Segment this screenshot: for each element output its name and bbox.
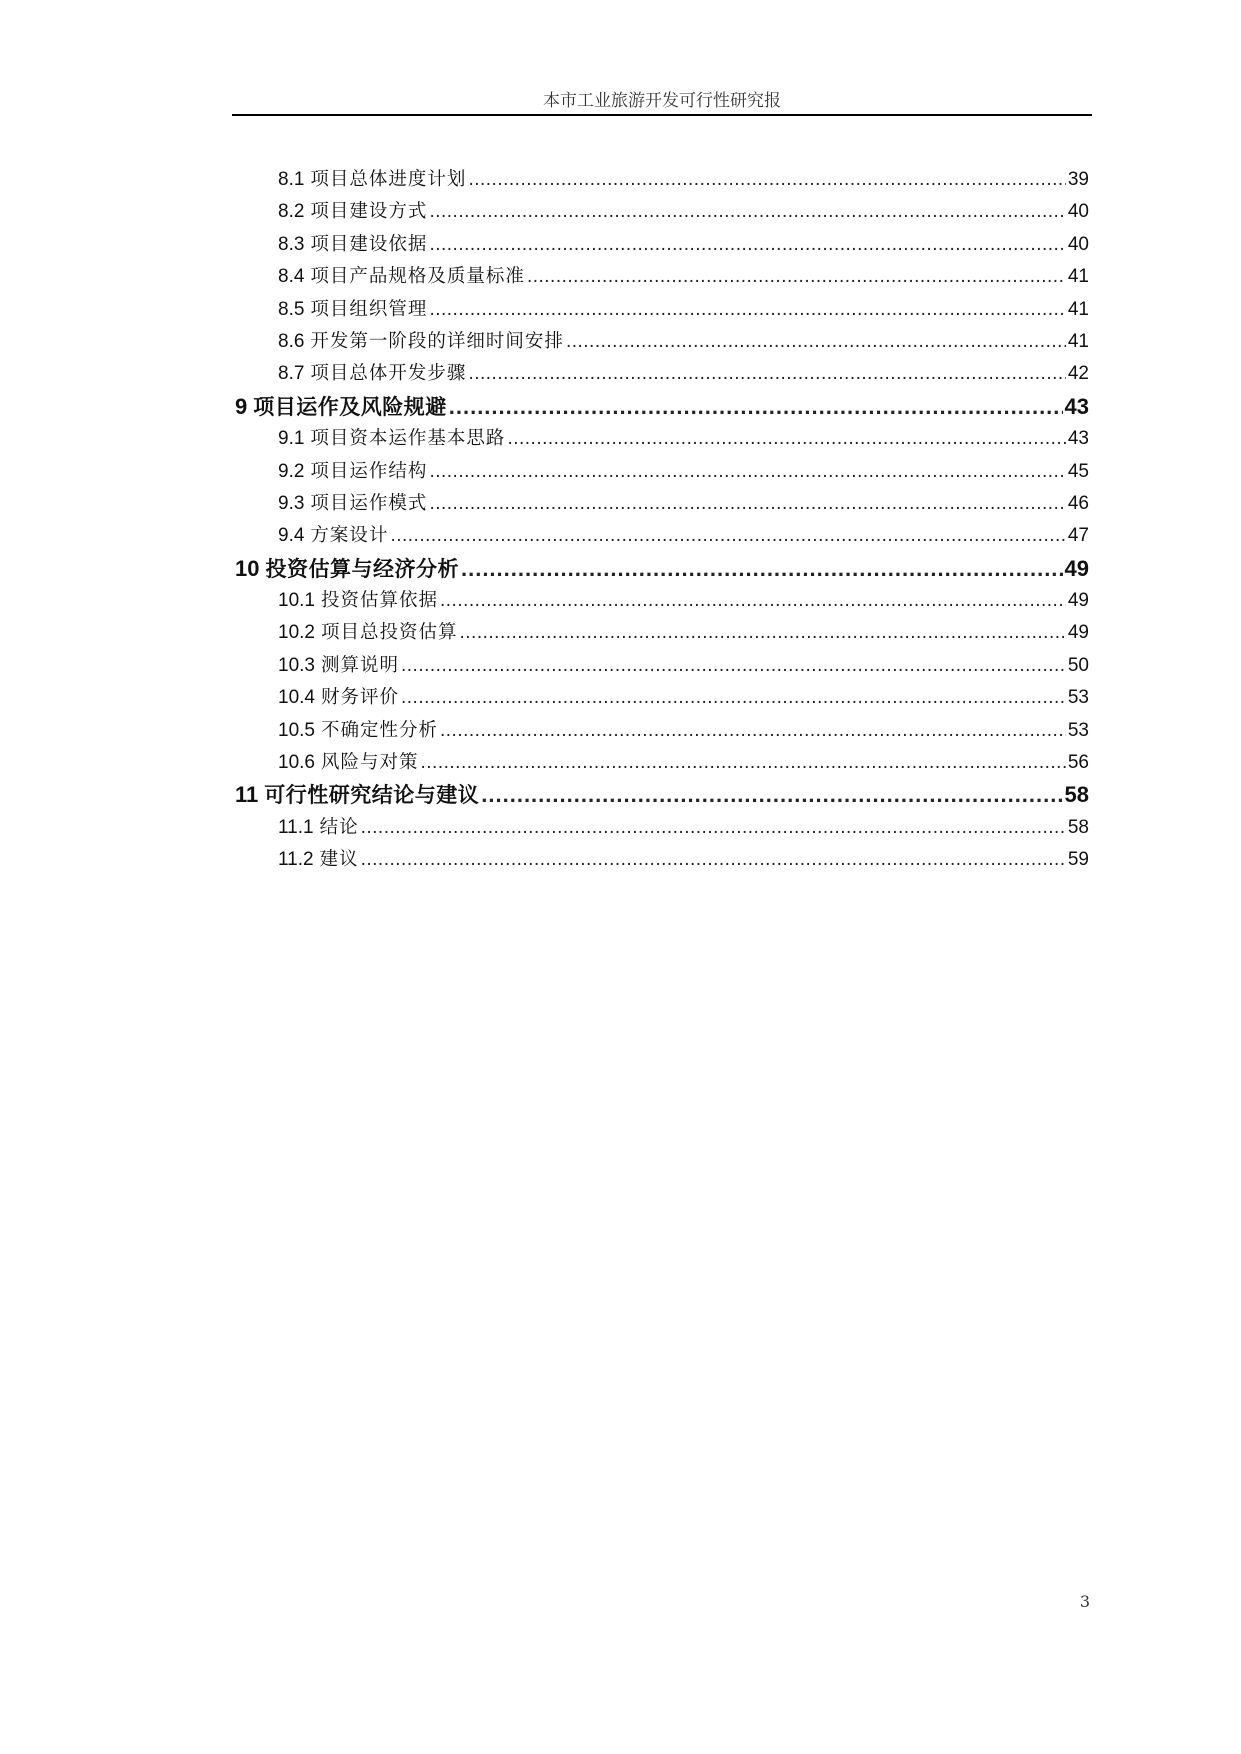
toc-dot-leader [421,747,1066,779]
toc-entry-number: 8.1 [278,169,305,190]
toc-entry-number: 8.3 [278,233,305,255]
toc-chapter-entry[interactable] [232,553,1089,585]
toc-dot-leader [401,682,1066,714]
toc-entry-number: 11.2 [278,849,314,871]
toc-entry-number: 9.1 [278,428,305,450]
toc-section-entry[interactable] [232,682,1089,714]
toc-section-entry[interactable] [232,229,1089,261]
toc-entry-label: 建议 [319,849,359,871]
toc-entry-title [278,294,427,326]
toc-entry-title [278,358,466,390]
toc-dot-leader [566,326,1066,358]
toc-entry-label: 项目运作结构 [310,460,428,482]
toc-entry-number: 9.4 [278,525,305,547]
toc-entry-page: 59 [1067,849,1089,871]
table-of-contents [232,164,1089,877]
toc-section-entry[interactable] [232,261,1089,293]
toc-dot-leader [429,456,1065,488]
toc-entry-title [278,326,564,358]
toc-dot-leader [361,812,1066,844]
toc-entry-page: 58 [1067,816,1089,838]
toc-section-entry[interactable] [232,585,1089,617]
toc-section-entry[interactable] [232,617,1089,649]
toc-entry-number: 8.4 [278,266,305,288]
toc-section-entry[interactable] [232,164,1089,196]
toc-dot-leader [361,844,1066,876]
toc-section-entry[interactable] [232,294,1089,326]
toc-entry-number: 8.5 [278,298,305,320]
toc-entry-title [278,164,466,196]
toc-dot-leader [481,779,1062,811]
toc-section-entry[interactable] [232,715,1089,747]
toc-entry-label: 方案设计 [310,525,389,547]
toc-entry-page: 40 [1067,201,1089,223]
toc-entry-page: 49 [1064,555,1089,581]
toc-entry-label: 不确定性分析 [320,719,438,741]
toc-entry-title [278,520,388,552]
toc-dot-leader [468,164,1065,196]
toc-entry-page: 41 [1067,330,1089,352]
toc-entry-page: 43 [1067,428,1089,450]
toc-entry-label: 项目产品规格及质量标准 [310,266,525,288]
toc-section-entry[interactable] [232,326,1089,358]
toc-entry-title [278,844,359,876]
toc-chapter-entry[interactable] [232,391,1089,423]
toc-entry-page: 45 [1067,460,1089,482]
toc-entry-number: 10.2 [278,622,315,644]
toc-dot-leader [468,358,1065,390]
toc-section-entry[interactable] [232,747,1089,779]
toc-entry-label: 投资估算依据 [320,590,438,612]
toc-section-entry[interactable] [232,358,1089,390]
toc-dot-leader [460,617,1066,649]
toc-dot-leader [507,423,1065,455]
toc-entry-number: 10 [235,555,260,581]
toc-entry-number: 11 [235,782,259,808]
toc-dot-leader [449,391,1063,423]
toc-entry-title [278,812,359,844]
toc-chapter-entry[interactable] [232,779,1089,811]
toc-entry-title [278,229,427,261]
toc-entry-label: 项目总体开发步骤 [310,363,467,385]
toc-dot-leader [429,488,1065,520]
toc-entry-number: 8.2 [278,201,305,223]
toc-entry-title [278,715,438,747]
toc-dot-leader [527,261,1066,293]
toc-dot-leader [429,229,1065,261]
toc-entry-number: 11.1 [278,816,314,838]
toc-entry-number: 10.5 [278,719,315,741]
toc-section-entry[interactable] [232,196,1089,228]
running-header: 本市工业旅游开发可行性研究报 [543,91,781,111]
toc-entry-page: 47 [1067,525,1089,547]
toc-entry-number: 10.4 [278,687,315,709]
toc-entry-number: 9.2 [278,460,305,482]
toc-entry-label: 结论 [319,816,359,838]
toc-entry-label: 开发第一阶段的详细时间安排 [310,330,564,352]
toc-entry-page: 43 [1064,393,1089,419]
toc-entry-title [278,196,427,228]
toc-entry-title [235,779,479,811]
toc-entry-number: 9 [235,393,248,419]
toc-entry-label: 项目组织管理 [310,298,428,320]
page-number: 3 [1079,1592,1090,1611]
toc-entry-title [278,456,427,488]
toc-entry-page: 42 [1067,363,1089,385]
toc-dot-leader [429,294,1065,326]
toc-entry-label: 项目运作模式 [310,492,428,514]
toc-entry-label: 财务评价 [320,687,399,709]
toc-entry-label: 测算说明 [320,654,399,676]
toc-section-entry[interactable] [232,488,1089,520]
header-rule [232,114,1092,116]
toc-entry-label: 项目总体进度计划 [310,169,467,190]
toc-entry-label: 项目建设依据 [310,233,428,255]
toc-entry-page: 53 [1067,719,1089,741]
toc-dot-leader [440,715,1066,747]
toc-entry-title [278,585,438,617]
toc-entry-label: 项目总投资估算 [320,622,458,644]
toc-entry-page: 46 [1067,492,1089,514]
toc-section-entry[interactable] [232,812,1089,844]
toc-entry-page: 50 [1067,654,1089,676]
toc-entry-title [278,261,525,293]
toc-entry-number: 10.1 [278,590,315,612]
toc-entry-page: 49 [1067,622,1089,644]
toc-section-entry[interactable] [232,844,1089,876]
toc-entry-page: 41 [1067,266,1089,288]
toc-entry-title [278,617,458,649]
toc-entry-page: 49 [1067,590,1089,612]
toc-entry-page: 58 [1064,782,1089,808]
toc-entry-label: 项目资本运作基本思路 [310,428,506,450]
toc-entry-label: 风险与对策 [320,752,419,774]
toc-dot-leader [440,585,1066,617]
toc-section-entry[interactable] [232,456,1089,488]
toc-dot-leader [461,553,1063,585]
toc-entry-number: 9.3 [278,492,305,514]
toc-dot-leader [390,520,1065,552]
toc-entry-page: 41 [1067,298,1089,320]
toc-entry-page: 39 [1067,169,1089,190]
toc-dot-leader [429,196,1065,228]
toc-entry-page: 56 [1067,752,1089,774]
toc-entry-label: 投资估算与经济分析 [265,556,459,581]
toc-entry-title [278,423,505,455]
toc-entry-number: 8.6 [278,330,305,352]
toc-entry-page: 53 [1067,687,1089,709]
toc-entry-title [278,650,399,682]
toc-entry-label: 可行性研究结论与建议 [264,783,480,808]
toc-entry-title [278,488,427,520]
toc-section-entry[interactable] [232,423,1089,455]
toc-entry-page: 40 [1067,233,1089,255]
toc-entry-number: 10.6 [278,752,315,774]
toc-entry-number: 8.7 [278,363,305,385]
toc-entry-title [278,747,419,779]
toc-section-entry[interactable] [232,520,1089,552]
toc-dot-leader [401,650,1066,682]
toc-section-entry[interactable] [232,650,1089,682]
toc-entry-label: 项目运作及风险规避 [253,394,447,419]
toc-entry-title [278,682,399,714]
toc-entry-title [235,391,447,423]
toc-entry-number: 10.3 [278,654,315,676]
toc-entry-title [235,553,459,585]
toc-entry-label: 项目建设方式 [310,201,428,223]
